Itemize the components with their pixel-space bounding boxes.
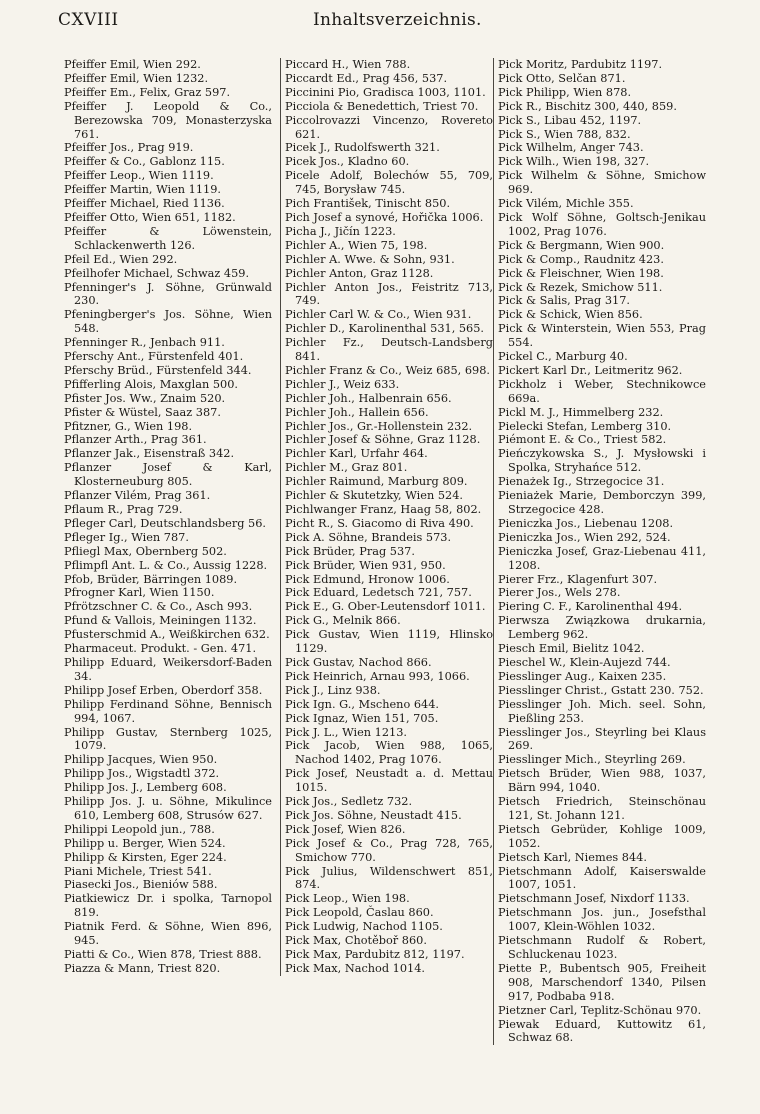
- index-entry: Pieńczykowska S., J. Mysłowski i Spolka, Stryhańce 512.: [498, 447, 706, 475]
- index-entry: Pietsch Friedrich, Steinschönau 121, St. Johann 121.: [498, 795, 706, 822]
- index-entry: Pick Max, Chotěboř 860.: [285, 934, 427, 948]
- index-entry: Pick Heinrich, Arnau 993, 1066.: [285, 669, 470, 683]
- index-entry: Pfenninger's J. Söhne, Grünwald 230.: [64, 280, 272, 308]
- index-entry: Pfliegl Max, Obernberg 502.: [64, 544, 227, 558]
- index-entry: Pick J., Linz 938.: [285, 683, 381, 697]
- index-entry: Pick Philipp, Wien 878.: [498, 85, 632, 99]
- index-entry: Philipp Eduard, Weikersdorf-Baden 34.: [64, 655, 272, 683]
- index-entry: Pick Josef, Wien 826.: [285, 822, 406, 836]
- index-entry: Piasecki Jos., Bieniów 588.: [64, 878, 218, 892]
- index-entry: Pieniczka Jos., Wien 292, 524.: [498, 530, 671, 544]
- index-entry: Pichler Fz., Deutsch-Landsberg 841.: [285, 336, 493, 364]
- index-entry: Pichler Josef & Söhne, Graz 1128.: [285, 433, 481, 447]
- index-entry: Pichler Jos., Gr.-Hollenstein 232.: [285, 419, 473, 433]
- index-entry: Pflanzer Vilém, Prag 361.: [64, 489, 211, 503]
- index-entry: Pfrötzschner C. & Co., Asch 993.: [64, 600, 253, 614]
- index-entry: Pich Josef a synové, Hořička 1006.: [285, 210, 484, 224]
- index-column-right: [493, 58, 706, 1045]
- index-entry: Pierwsza Związkowa drukarnia, Lemberg 962.: [498, 614, 706, 642]
- index-entry: Pickl M. J., Himmelberg 232.: [498, 405, 664, 419]
- index-entry: Piatti & Co., Wien 878, Triest 888.: [64, 948, 262, 961]
- index-entry: Pieniczka Josef, Graz-Liebenau 411, 1208.: [498, 544, 706, 572]
- index-entry: Pfund & Vallois, Meiningen 1132.: [64, 614, 257, 628]
- index-entry: Pick & Fleischner, Wien 198.: [498, 266, 664, 280]
- index-entry: Pfeiffer & Löwenstein, Schlackenwerth 126.: [64, 224, 272, 252]
- index-entry: Pichler A. Wwe. & Sohn, 931.: [285, 252, 455, 266]
- index-entry: Pichler Franz & Co., Weiz 685, 698.: [285, 363, 490, 377]
- index-entry: Pfeiffer J. Leopold & Co., Berezowska 709, Monasterzyska 761.: [64, 99, 272, 141]
- index-entry: Pferschy Brüd., Fürstenfeld 344.: [64, 363, 252, 377]
- index-entry: Piesslinger Aug., Kaixen 235.: [498, 669, 667, 683]
- index-entry: Pichler Raimund, Marburg 809.: [285, 475, 468, 489]
- index-entry: Pick Josef, Neustadt a. d. Mettau 1015.: [285, 767, 493, 795]
- index-entry: Piesslinger Joh. Mich. seel. Sohn, Pießling 253.: [498, 697, 706, 725]
- index-entry: Pick & Schick, Wien 856.: [498, 308, 643, 322]
- index-entry: Pick S., Libau 452, 1197.: [498, 113, 642, 127]
- index-entry: Pichler Joh., Halbenrain 656.: [285, 391, 452, 405]
- index-entry: Pfeiffer Emil, Wien 292.: [64, 58, 201, 71]
- index-entry: Pietschmann Josef, Nixdorf 1133.: [498, 892, 690, 906]
- index-column-left: [64, 58, 272, 976]
- index-entry: Picek Jos., Kladno 60.: [285, 155, 410, 169]
- index-entry: Pietschmann Rudolf & Robert, Schluckenau 1023.: [498, 934, 706, 961]
- index-entry: Pick Vilém, Michle 355.: [498, 197, 634, 211]
- index-entry: Philipp Ferdinand Söhne, Bennisch 994, 1067.: [64, 697, 272, 725]
- index-entry: Piering C. F., Karolinenthal 494.: [498, 600, 683, 614]
- index-entry: Pick Ignaz, Wien 151, 705.: [285, 711, 439, 725]
- index-entry: Pflanzer Jak., Eisenstraß 342.: [64, 447, 235, 461]
- index-entry: Pichler Karl, Urfahr 464.: [285, 447, 428, 461]
- index-entry: Pichler M., Graz 801.: [285, 461, 408, 475]
- index-entry: Pick Gustav, Wien 1119, Hlinsko 1129.: [285, 628, 493, 656]
- index-entry: Pick Ign. G., Mscheno 644.: [285, 697, 439, 711]
- index-entry: Pichler J., Weiz 633.: [285, 377, 400, 391]
- index-entry: Pick & Salis, Prag 317.: [498, 294, 631, 308]
- index-entry: Pfeiffer Otto, Wien 651, 1182.: [64, 210, 236, 224]
- index-entry: Pichler Anton, Graz 1128.: [285, 266, 434, 280]
- index-entry: Pfitzner, G., Wien 198.: [64, 419, 193, 433]
- index-entry: Pfleger Ig., Wien 787.: [64, 530, 189, 544]
- index-entry: Pick R., Bischitz 300, 440, 859.: [498, 99, 677, 113]
- index-entry: Pichlwanger Franz, Haag 58, 802.: [285, 503, 482, 516]
- index-entry: Pick Ludwig, Nachod 1105.: [285, 920, 443, 934]
- index-entry: Piccardt Ed., Prag 456, 537.: [285, 71, 448, 85]
- index-entry: Pick A. Söhne, Brandeis 573.: [285, 530, 452, 544]
- index-entry: Piesslinger Christ., Gstatt 230. 752.: [498, 683, 704, 697]
- index-entry: Pflanzer Arth., Prag 361.: [64, 433, 207, 447]
- index-entry: Pietschmann Jos. jun., Josefsthal 1007, Klein-Wöhlen 1032.: [498, 906, 706, 934]
- index-entry: Pfeiffer Martin, Wien 1119.: [64, 183, 222, 197]
- index-entry: Pieniczka Jos., Liebenau 1208.: [498, 516, 674, 530]
- index-entry: Pick Wilhelm, Anger 743.: [498, 141, 644, 155]
- index-entry: Pichler & Skutetzky, Wien 524.: [285, 489, 463, 503]
- page-number: CXVIII: [58, 10, 119, 30]
- index-entry: Philipp Jos., Wigstadtl 372.: [64, 767, 220, 781]
- index-entry: Pick & Bergmann, Wien 900.: [498, 238, 665, 252]
- index-entry: Philippi Leopold jun., 788.: [64, 822, 215, 836]
- index-entry: Pichler D., Karolinenthal 531, 565.: [285, 322, 485, 336]
- index-entry: Piccolrovazzi Vincenzo, Rovereto 621.: [285, 113, 493, 141]
- index-entry: Pick Wilh., Wien 198, 327.: [498, 155, 650, 169]
- index-entry: Pick & Winterstein, Wien 553, Prag 554.: [498, 322, 706, 350]
- index-entry: Piémont E. & Co., Triest 582.: [498, 433, 667, 447]
- index-entry: Pfeilhofer Michael, Schwaz 459.: [64, 266, 250, 280]
- index-entry: Pieschel W., Klein-Aujezd 744.: [498, 655, 671, 669]
- index-entry: Pickel C., Marburg 40.: [498, 350, 628, 364]
- index-entry: Philipp Jos. J. u. Söhne, Mikulince 610, Lemberg 608, Strusów 627.: [64, 795, 272, 822]
- index-entry: Pfister & Wüstel, Saaz 387.: [64, 405, 221, 419]
- index-entry: Pfeiffer Leop., Wien 1119.: [64, 169, 214, 183]
- index-entry: Piette P., Bubentsch 905, Freiheit 908, Marschendorf 1340, Pilsen 917, Podbaba 918.: [498, 961, 706, 1003]
- index-entry: Pick Edmund, Hronow 1006.: [285, 572, 450, 586]
- index-entry: Pich František, Tinischt 850.: [285, 197, 451, 211]
- index-entry: Pick Gustav, Nachod 866.: [285, 655, 432, 669]
- index-entry: Pick & Rezek, Smichow 511.: [498, 280, 663, 294]
- index-entry: Pick G., Melnik 866.: [285, 614, 401, 628]
- index-entry: Piani Michele, Triest 541.: [64, 864, 212, 878]
- index-entry: Pick Jos., Sedletz 732.: [285, 795, 413, 809]
- index-entry: Pick Julius, Wildenschwert 851, 874.: [285, 864, 493, 892]
- index-entry: Piccinini Pio, Gradisca 1003, 1101.: [285, 85, 486, 99]
- index-entry: Pfusterschmid A., Weißkirchen 632.: [64, 628, 270, 642]
- index-entry: Picha J., Jičín 1223.: [285, 224, 396, 238]
- index-entry: Pick Eduard, Ledetsch 721, 757.: [285, 586, 472, 600]
- index-entry: Piesch Emil, Bielitz 1042.: [498, 642, 645, 656]
- index-entry: Piatnik Ferd. & Söhne, Wien 896, 945.: [64, 920, 272, 948]
- index-entry: Pickholz i Weber, Stechnikowce 669a.: [498, 377, 706, 405]
- index-entry: Pfob, Brüder, Bärringen 1089.: [64, 572, 238, 586]
- index-entry: Pferschy Ant., Fürstenfeld 401.: [64, 350, 244, 364]
- index-entry: Pfeningberger's Jos. Söhne, Wien 548.: [64, 308, 272, 336]
- index-entry: Pick Leop., Wien 198.: [285, 892, 410, 906]
- index-entry: Pfifferling Alois, Maxglan 500.: [64, 377, 239, 391]
- index-entry: Pick Moritz, Pardubitz 1197.: [498, 58, 663, 71]
- index-entry: Pichler Joh., Hallein 656.: [285, 405, 429, 419]
- index-entry: Pfeiffer Em., Felix, Graz 597.: [64, 85, 231, 99]
- index-entry: Pichler A., Wien 75, 198.: [285, 238, 428, 252]
- index-entry: Pflaum R., Prag 729.: [64, 503, 183, 516]
- index-entry: Pick Josef & Co., Prag 728, 765, Smichow 770.: [285, 836, 493, 864]
- index-entry: Picht R., S. Giacomo di Riva 490.: [285, 516, 474, 530]
- index-entry: Piccard H., Wien 788.: [285, 58, 411, 71]
- index-entry: Pietsch Karl, Niemes 844.: [498, 850, 647, 864]
- index-entry: Philipp Jos. J., Lemberg 608.: [64, 781, 227, 795]
- index-entry: Pick Max, Nachod 1014.: [285, 961, 426, 975]
- index-entry: Pfeiffer Jos., Prag 919.: [64, 141, 194, 155]
- index-entry: Picek J., Rudolfswerth 321.: [285, 141, 440, 155]
- index-entry: Pierer Jos., Wels 278.: [498, 586, 621, 600]
- index-entry: Pick E., G. Ober-Leutensdorf 1011.: [285, 600, 486, 614]
- index-entry: Pfeil Ed., Wien 292.: [64, 252, 178, 266]
- index-entry: Philipp Jacques, Wien 950.: [64, 753, 218, 767]
- index-entry: Pfenninger R., Jenbach 911.: [64, 336, 225, 350]
- index-entry: Piatkiewicz Dr. i spolka, Tarnopol 819.: [64, 892, 272, 920]
- index-entry: Pfeiffer & Co., Gablonz 115.: [64, 155, 225, 169]
- index-entry: Pietzner Carl, Teplitz-Schönau 970.: [498, 1003, 702, 1017]
- index-entry: Piesslinger Jos., Steyrling bei Klaus 269.: [498, 725, 706, 753]
- index-entry: Pharmaceut. Produkt. - Gen. 471.: [64, 642, 257, 656]
- index-entry: Pick Jacob, Wien 988, 1065, Nachod 1402, Prag 1076.: [285, 739, 493, 767]
- index-entry: Pick S., Wien 788, 832.: [498, 127, 631, 141]
- index-entry: Pick Otto, Selčan 871.: [498, 71, 626, 85]
- index-entry: Pierer Frz., Klagenfurt 307.: [498, 572, 658, 586]
- index-entry: Pick Brüder, Wien 931, 950.: [285, 558, 446, 572]
- index-entry: Picciola & Benedettich, Triest 70.: [285, 99, 479, 113]
- index-entry: Piazza & Mann, Triest 820.: [64, 961, 221, 975]
- index-entry: Philipp Gustav, Sternberg 1025, 1079.: [64, 725, 272, 753]
- index-entry: Philipp & Kirsten, Eger 224.: [64, 850, 227, 864]
- index-entry: Pick Jos. Söhne, Neustadt 415.: [285, 808, 462, 822]
- index-entry: Pick Leopold, Časlau 860.: [285, 906, 434, 920]
- page-header: [58, 10, 718, 40]
- index-entry: Pichler Anton Jos., Feistritz 713, 749.: [285, 280, 493, 308]
- index-entry: Pfister Jos. Ww., Znaim 520.: [64, 391, 226, 405]
- index-entry: Pick Brüder, Prag 537.: [285, 544, 415, 558]
- index-entry: Philipp u. Berger, Wien 524.: [64, 836, 226, 850]
- index-entry: Pflimpfl Ant. L. & Co., Aussig 1228.: [64, 558, 268, 572]
- index-entry: Pick Wolf Söhne, Goltsch-Jenikau 1002, Prag 1076.: [498, 210, 706, 238]
- index-entry: Piewak Eduard, Kuttowitz 61, Schwaz 68.: [498, 1017, 706, 1045]
- index-entry: Pfrogner Karl, Wien 1150.: [64, 586, 215, 600]
- index-entry: Pietsch Gebrüder, Kohlige 1009, 1052.: [498, 822, 706, 850]
- index-entry: Pick J. L., Wien 1213.: [285, 725, 408, 739]
- index-entry: Pickert Karl Dr., Leitmeritz 962.: [498, 363, 683, 377]
- page-title: Inhaltsverzeichnis.: [313, 10, 482, 30]
- index-entry: Picele Adolf, Bolechów 55, 709, 745, Borysław 745.: [285, 169, 493, 197]
- index-entry: Pfeiffer Michael, Ried 1136.: [64, 197, 225, 211]
- index-entry: Pick & Comp., Raudnitz 423.: [498, 252, 664, 266]
- index-entry: Pietsch Brüder, Wien 988, 1037, Bärn 994, 1040.: [498, 767, 706, 795]
- index-entry: Pieniażek Marie, Demborczyn 399, Strzegocice 428.: [498, 489, 706, 516]
- index-entry: Pienażek Ig., Strzegocice 31.: [498, 475, 665, 489]
- index-entry: Pflanzer Josef & Karl, Klosterneuburg 805.: [64, 461, 272, 489]
- index-entry: Piesslinger Mich., Steyrling 269.: [498, 753, 686, 767]
- index-entry: Pielecki Stefan, Lemberg 310.: [498, 419, 672, 433]
- index-entry: Pfeiffer Emil, Wien 1232.: [64, 71, 209, 85]
- index-entry: Pick Wilhelm & Söhne, Smichow 969.: [498, 169, 706, 197]
- index-entry: Pietschmann Adolf, Kaiserswalde 1007, 1051.: [498, 864, 706, 892]
- index-entry: Pichler Carl W. & Co., Wien 931.: [285, 308, 472, 322]
- index-column-middle: [280, 58, 493, 976]
- index-entry: Pick Max, Pardubitz 812, 1197.: [285, 948, 465, 961]
- index-entry: Philipp Josef Erben, Oberdorf 358.: [64, 683, 263, 697]
- index-entry: Pfleger Carl, Deutschlandsberg 56.: [64, 516, 267, 530]
